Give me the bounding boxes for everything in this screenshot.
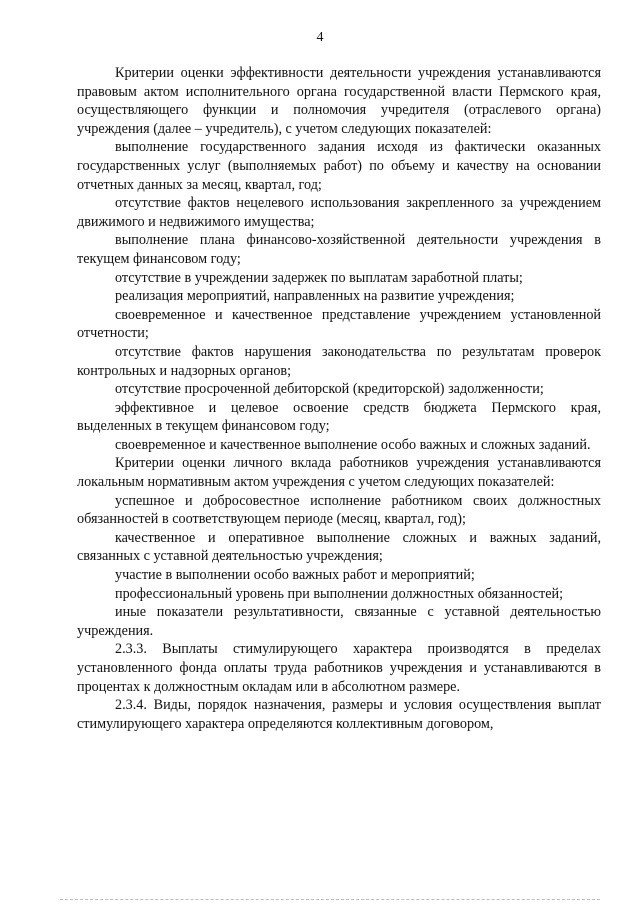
paragraph-overdue-debt: отсутствие просроченной дебиторской (кредиторской) задолженности; <box>115 381 544 398</box>
paragraph-duties: успешное и добросовестное исполнение работником своих должностных обязанностей в соответствующем периоде (месяц, квартал, год); <box>77 492 601 528</box>
paragraph-participation: участие в выполнении особо важных работ и мероприятий; <box>115 567 475 584</box>
paragraph-other-indicators: иные показатели результативности, связанные с уставной деятельностью учреждения. <box>77 604 601 639</box>
paragraph-financial-plan: выполнение плана финансово-хозяйственной деятельности учреждения в текущем финансовом году; <box>77 232 601 267</box>
paragraph-law-violations: отсутствие фактов нарушения законодательства по результатам проверок контрольных и надзорных органов; <box>77 343 601 379</box>
paragraph-property-use: отсутствие фактов нецелевого использования закрепленного за учреждением движимого и недвижимого имущества; <box>77 195 601 230</box>
paragraph-efficiency-criteria: Критерии оценки эффективности деятельности учреждения устанавливаются правовым актом исполнительного органа государственной власти Пермского края, осуществляющего функции и полномочия учредителя (отраслевого органа) учреждения (далее – учредитель), с учетом следующих показателей: <box>77 65 601 137</box>
paragraph-development-measures: реализация мероприятий, направленных на развитие учреждения; <box>115 288 515 305</box>
paragraph-salary-delays: отсутствие в учреждении задержек по выплатам заработной платы; <box>115 269 523 286</box>
paragraph-2-3-3: 2.3.3. Выплаты стимулирующего характера производятся в пределах установленного фонда оплаты труда работников учреждения и устанавливаются в процентах к должностным окладам или в абсолютном размере. <box>77 641 601 695</box>
document-body <box>77 64 601 733</box>
scan-edge <box>60 899 600 900</box>
paragraph-professional-level: профессиональный уровень при выполнении должностных обязанностей; <box>115 585 564 602</box>
page-number: 4 <box>316 30 324 45</box>
paragraph-state-assignment: выполнение государственного задания исходя из фактически оказанных государственных услуг (выполняемых работ) по объему и качеству на основании отчетных данных за месяц, квартал, год; <box>77 139 601 193</box>
paragraph-2-3-4: 2.3.4. Виды, порядок назначения, размеры и условия осуществления выплат стимулирующего характера определяются коллективным договором, <box>77 697 601 732</box>
paragraph-reporting: своевременное и качественное представление учреждением установленной отчетности; <box>77 306 601 342</box>
paragraph-important-tasks: своевременное и качественное выполнение особо важных и сложных заданий. <box>115 436 591 453</box>
paragraph-personal-contribution: Критерии оценки личного вклада работников учреждения устанавливаются локальным нормативным актом учреждения с учетом следующих показателей: <box>77 455 601 491</box>
paragraph-complex-tasks: качественное и оперативное выполнение сложных и важных заданий, связанных с уставной деятельностью учреждения; <box>77 529 601 565</box>
paragraph-budget-use: эффективное и целевое освоение средств бюджета Пермского края, выделенных в текущем финансовом году; <box>77 399 601 435</box>
